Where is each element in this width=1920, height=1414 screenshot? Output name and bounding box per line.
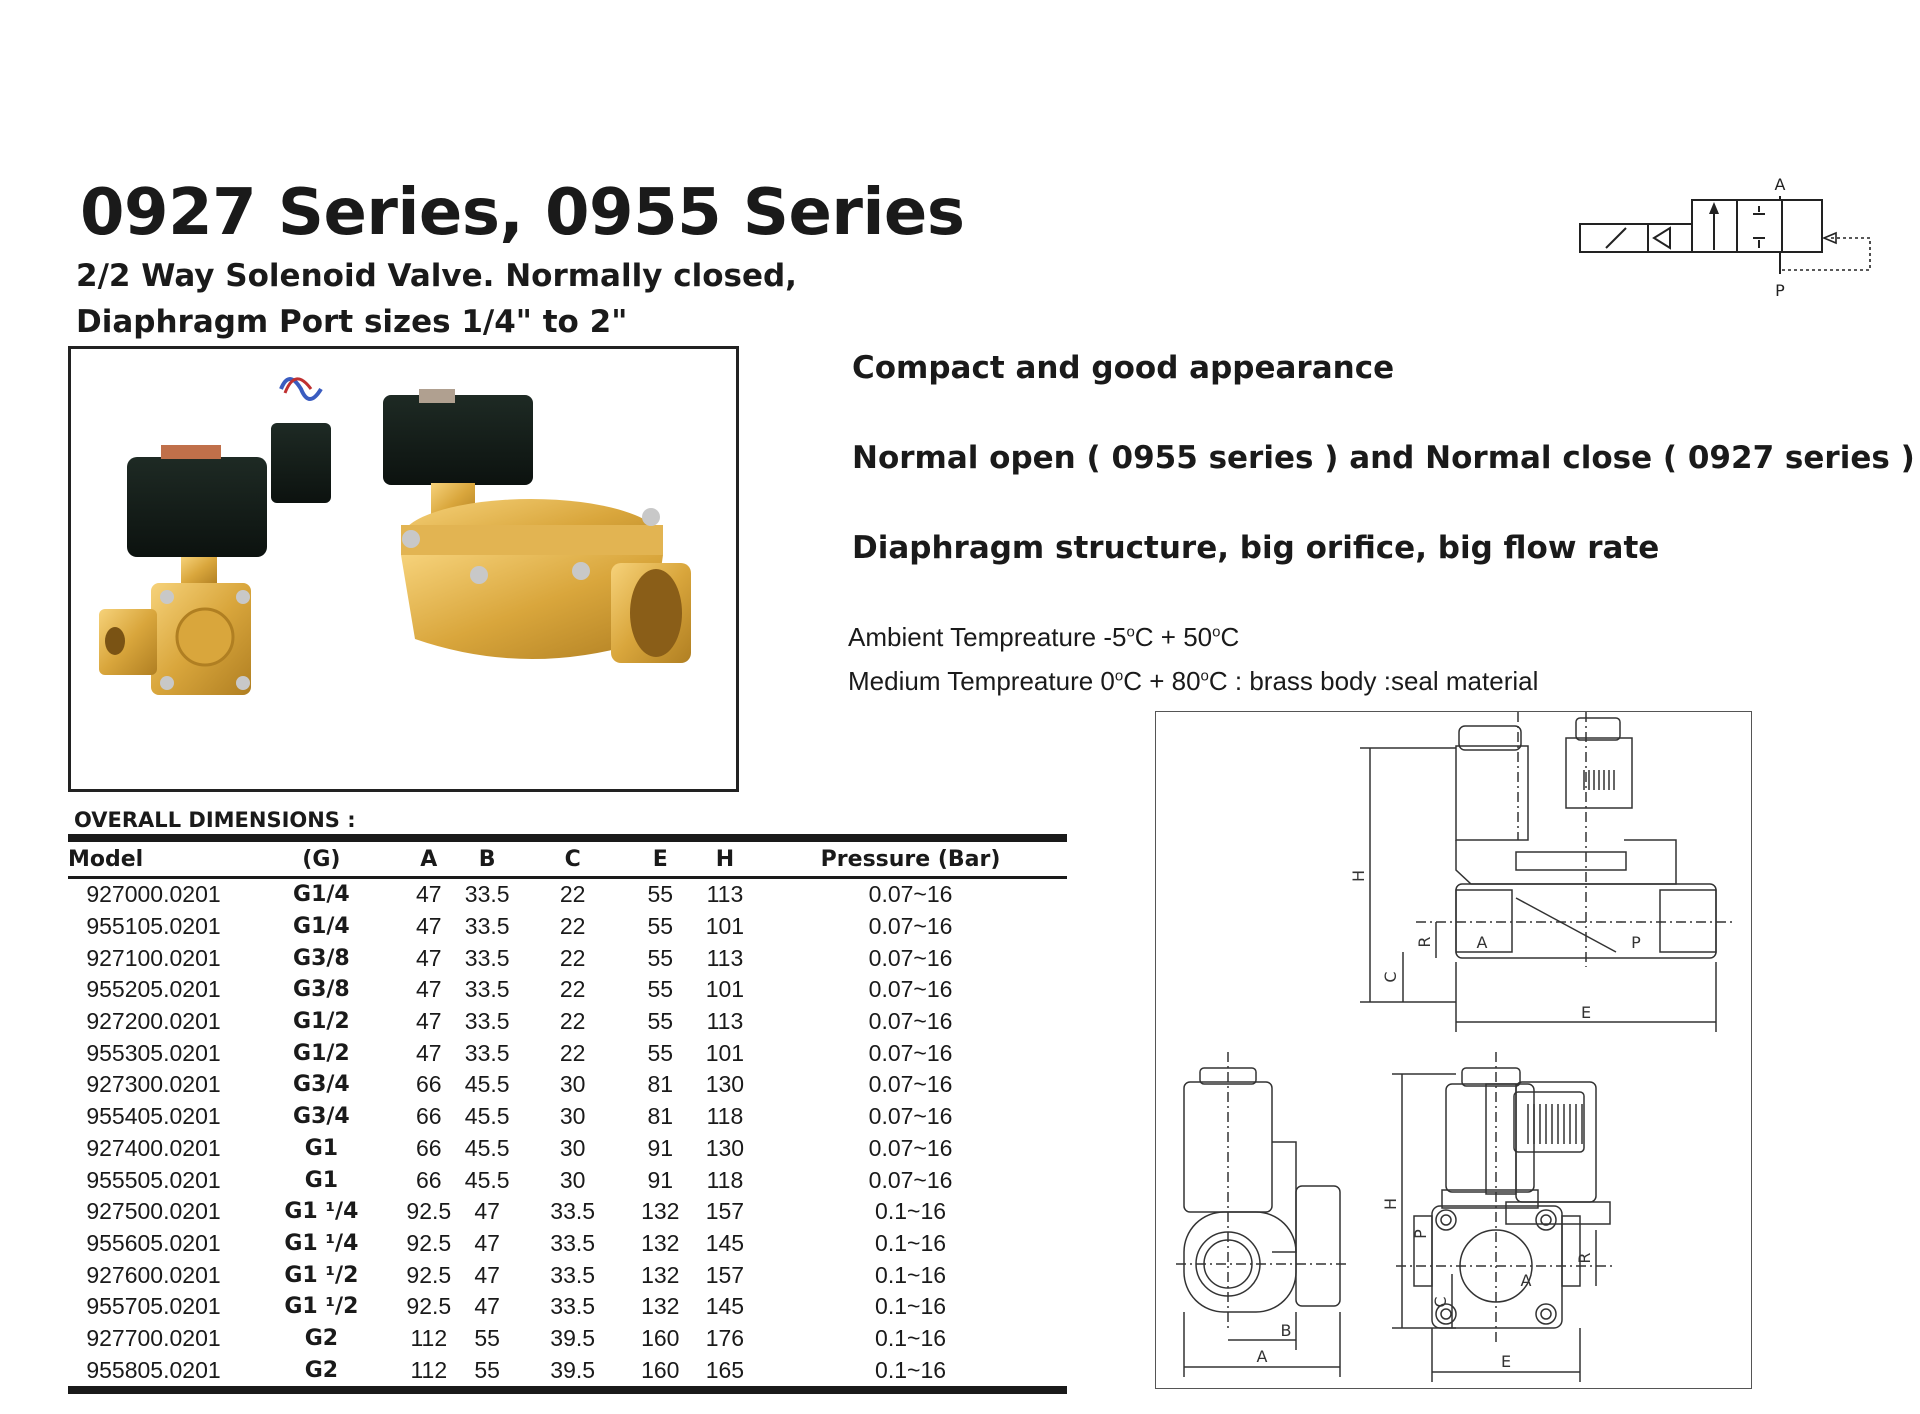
col-b: B [478,846,496,872]
table-row [68,1101,1067,1133]
cell-e: 160 [641,1324,680,1351]
cell-pressure: 0.1~16 [754,1354,1067,1390]
cell-c: 22 [559,1039,586,1066]
ambient-temperature: Ambient Tempreature $-5^oC + 50^oC$ [848,622,1240,652]
cell-c: 22 [559,881,586,908]
cell-e: 55 [647,944,674,971]
cell-model: 927400.0201 [86,1134,221,1161]
cell-model: 927500.0201 [86,1198,221,1225]
dimension-label: C [1381,971,1400,983]
cell-a: 92.5 [406,1261,452,1288]
valve-symbol-icon [1570,172,1890,302]
dimensions-table [68,834,1067,1394]
bolt-icon [1436,1210,1456,1230]
cell-a: 66 [415,1103,442,1130]
cell-h: 113 [706,944,744,971]
drawing-part [1184,1212,1296,1312]
cell-c: 30 [559,1134,586,1161]
cell-c: 39.5 [550,1324,596,1351]
cell-g: G1 [304,1135,339,1161]
drawing-part [1660,890,1716,952]
cell-b: 55 [454,1354,521,1390]
cell-model: 927700.0201 [86,1324,221,1351]
col-g: (G) [302,846,341,872]
table-row [68,1006,1067,1038]
bolt-icon [1536,1304,1556,1324]
table-row [68,942,1067,974]
cell-pressure: 0.07~16 [868,1103,953,1130]
cell-c: 39.5 [521,1354,625,1390]
cell-b: 45.5 [464,1134,510,1161]
cell-g: G1 [304,1167,339,1193]
col-c: C [564,846,581,872]
cell-pressure: 0.1~16 [875,1293,947,1320]
cell-model: 955505.0201 [86,1166,221,1193]
cell-b: 45.5 [464,1166,510,1193]
table-row [68,1133,1067,1165]
cell-b: 33.5 [464,944,510,971]
cell-b: 33.5 [464,976,510,1003]
table-row [68,1259,1067,1291]
dimension-drawing-frame [1155,711,1752,1389]
cell-pressure: 0.07~16 [868,1008,953,1035]
cell-a: 47 [415,913,442,940]
cell-g: G1/4 [293,914,350,940]
table-row [68,1196,1067,1228]
dimension-label: A [1476,933,1488,952]
cell-c: 22 [559,976,586,1003]
cell-a: 47 [415,1008,442,1035]
dimension-label: R [1575,1252,1594,1264]
cell-g: G3/4 [293,1072,350,1098]
cell-e: 132 [641,1293,680,1320]
cell-b: 45.5 [464,1071,510,1098]
cell-b: 33.5 [464,1039,510,1066]
cell-c: 30 [559,1166,586,1193]
cell-a: 112 [404,1354,454,1390]
cell-e: 81 [647,1103,674,1130]
cell-h: 145 [705,1293,745,1320]
cell-a: 92.5 [406,1293,452,1320]
cell-pressure: 0.1~16 [875,1324,947,1351]
cell-pressure: 0.1~16 [875,1198,947,1225]
cell-h: 101 [705,1039,745,1066]
cell-b: 45.5 [464,1103,510,1130]
drawing-part [1576,718,1620,740]
cell-c: 22 [559,1008,586,1035]
cell-h: 113 [706,1008,744,1035]
cell-g: G3/4 [293,1104,350,1130]
cell-g: G2 [304,1325,339,1351]
feature-item: Compact and good appearance [852,350,1395,386]
feature-item: Normal open ( 0955 series ) and Normal close ( 0927 series ) [852,440,1915,476]
cell-pressure: 0.1~16 [875,1229,947,1256]
cell-g: G1 ¹/2 [284,1262,359,1288]
feature-item: Diaphragm structure, big orifice, big flow rate [852,530,1660,566]
cell-e: 55 [647,881,674,908]
cell-g: G1/4 [293,882,350,908]
table-row [68,878,1067,911]
dimension-label: H [1381,1197,1400,1211]
dimension-label: E [1500,1352,1512,1371]
cell-g: G2 [239,1354,404,1390]
cell-g: G3/8 [293,945,350,971]
dimension-label: P [1631,933,1641,952]
dimension-label: C [1431,1296,1450,1308]
bolt-icon [1441,1215,1451,1225]
cell-c: 22 [559,913,586,940]
dimension-label: E [1580,1003,1592,1022]
col-a: A [420,846,438,872]
table-row [68,911,1067,943]
table-row [68,1164,1067,1196]
dimension-label: H [1349,869,1368,883]
cell-e: 55 [647,1039,674,1066]
dimensions-label: OVERALL DIMENSIONS : [74,808,356,832]
drawing-part [1514,1092,1584,1152]
cell-model: 955205.0201 [86,976,221,1003]
dimension-label: A [1256,1347,1268,1366]
col-e: E [652,846,668,872]
cell-e: 55 [647,976,674,1003]
product-photo-frame [68,346,739,792]
table-row [68,1228,1067,1260]
cell-model: 955605.0201 [86,1229,221,1256]
drawing-part [1446,1084,1534,1192]
cell-e: 132 [641,1229,680,1256]
dimension-label: R [1415,936,1434,948]
cell-g: G1/2 [293,1009,350,1035]
cell-e: 132 [641,1261,680,1288]
drawing-part [1456,746,1528,840]
cell-pressure: 0.1~16 [875,1261,947,1288]
cell-h: 113 [706,881,744,908]
cell-e: 91 [647,1134,674,1161]
table-body [68,878,1067,1391]
dimension-label: B [1280,1321,1292,1340]
drawing-part [1486,1084,1516,1194]
cell-h: 157 [705,1261,745,1288]
cell-model: 927000.0201 [86,881,221,908]
cell-e: 81 [647,1071,674,1098]
bolt-icon [1441,1309,1451,1319]
cell-pressure: 0.07~16 [868,1071,953,1098]
cell-model: 955105.0201 [86,913,221,940]
cell-pressure: 0.07~16 [868,913,953,940]
cell-g: G1 ¹/2 [284,1294,359,1320]
cell-g: G1 ¹/4 [284,1230,359,1256]
cell-e: 160 [625,1354,696,1390]
cell-a: 66 [415,1166,442,1193]
cell-h: 101 [705,976,745,1003]
dimension-drawing [1156,712,1750,1387]
cell-a: 92.5 [406,1229,452,1256]
cell-b: 55 [474,1324,500,1351]
cell-a: 92.5 [406,1198,452,1225]
drawing-part [1516,852,1626,870]
subtitle-line-2: Diaphragm Port sizes 1/4" to 2" [76,304,628,340]
cell-c: 33.5 [550,1293,596,1320]
drawing-part [1516,898,1616,952]
medium-temperature: Medium Tempreature $0^oC + 80^oC$ : brass body :seal material [848,666,1539,696]
dimension-label: A [1520,1271,1532,1290]
cell-pressure: 0.07~16 [868,1166,953,1193]
cell-e: 132 [641,1198,680,1225]
cell-pressure: 0.07~16 [868,976,953,1003]
cell-h: 101 [705,913,745,940]
cell-c: 30 [559,1071,586,1098]
table-row [68,1291,1067,1323]
feature-list [852,350,1915,620]
cell-b: 47 [474,1261,500,1288]
col-pressure: Pressure (Bar) [820,846,1001,872]
cell-h: 176 [705,1324,745,1351]
cell-e: 55 [647,1008,674,1035]
cell-a: 112 [410,1324,448,1351]
page-title: 0927 Series, 0955 Series [80,176,965,250]
col-model: Model [68,846,144,872]
cell-model: 927100.0201 [86,944,221,971]
drawing-part [1414,1216,1432,1286]
table-row [68,1069,1067,1101]
cell-model: 955805.0201 [68,1354,239,1390]
cell-g: G1/2 [293,1040,350,1066]
table-row [68,974,1067,1006]
cell-model: 927300.0201 [86,1071,221,1098]
cell-a: 47 [415,976,442,1003]
bolt-icon [1536,1210,1556,1230]
symbol-port-p: P [1775,281,1785,300]
cell-b: 33.5 [464,913,510,940]
subtitle-line-1: 2/2 Way Solenoid Valve. Normally closed, [76,258,797,294]
cell-h: 157 [705,1198,745,1225]
cell-pressure: 0.07~16 [868,1134,953,1161]
cell-b: 47 [474,1229,500,1256]
cell-a: 47 [415,881,442,908]
cell-e: 91 [647,1166,674,1193]
cell-g: G1 ¹/4 [284,1199,359,1225]
cell-a: 66 [415,1134,442,1161]
table-row [68,1354,1067,1390]
drawing-part [1562,1216,1580,1286]
cell-a: 47 [415,944,442,971]
cell-c: 33.5 [550,1261,596,1288]
cell-h: 118 [706,1166,744,1193]
cell-a: 66 [415,1071,442,1098]
cell-h: 118 [706,1103,744,1130]
cell-model: 955305.0201 [86,1039,221,1066]
cell-e: 55 [647,913,674,940]
cell-b: 33.5 [464,881,510,908]
table-header-row [68,838,1067,878]
cell-h: 130 [705,1071,745,1098]
cell-h: 165 [696,1354,754,1390]
cell-model: 955705.0201 [86,1293,221,1320]
drawing-part [1456,840,1676,884]
dimension-label: P [1411,1229,1430,1239]
cell-pressure: 0.07~16 [868,1039,953,1066]
cell-b: 33.5 [464,1008,510,1035]
cell-c: 33.5 [550,1229,596,1256]
col-h: H [715,846,735,872]
product-photo [71,349,736,789]
cell-h: 130 [705,1134,745,1161]
cell-h: 145 [705,1229,745,1256]
table-row [68,1323,1067,1355]
cell-pressure: 0.07~16 [868,881,953,908]
cell-model: 927600.0201 [86,1261,221,1288]
cell-c: 33.5 [550,1198,596,1225]
cell-b: 47 [474,1293,500,1320]
drawing-part [1296,1186,1340,1306]
temperature-specs [848,622,1538,710]
cell-pressure: 0.07~16 [868,944,953,971]
symbol-port-a: A [1774,175,1786,194]
bolt-icon [1541,1309,1551,1319]
cell-c: 22 [559,944,586,971]
cell-c: 30 [559,1103,586,1130]
cell-b: 47 [474,1198,500,1225]
cell-model: 927200.0201 [86,1008,221,1035]
table-row [68,1037,1067,1069]
cell-g: G3/8 [293,977,350,1003]
cell-model: 955405.0201 [86,1103,221,1130]
cell-a: 47 [415,1039,442,1066]
